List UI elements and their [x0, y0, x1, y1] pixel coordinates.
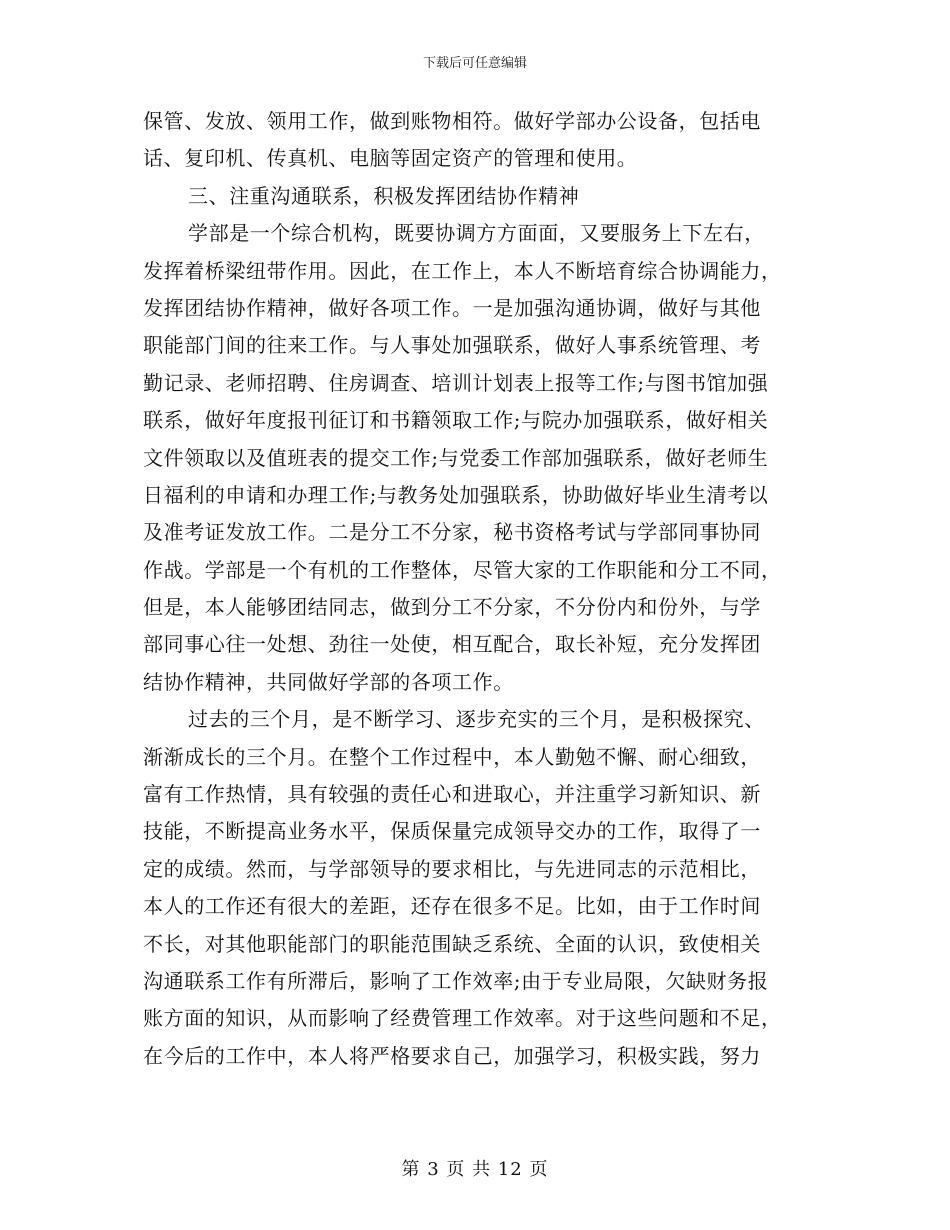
document-body — [143, 103, 805, 1075]
text-line: 结协作精神，共同做好学部的各项工作。 — [143, 669, 514, 694]
text-line: 职能部门间的往来工作。与人事处加强联系，做好人事系统管理、考 — [143, 333, 761, 358]
text-line: 沟通联系工作有所滞后，影响了工作效率;由于专业局限，欠缺财务报 — [143, 968, 769, 993]
text-line: 定的成绩。然而，与学部领导的要求相比，与先进同志的示范相比， — [143, 856, 761, 881]
text-line: 文件领取以及值班表的提交工作;与党委工作部加强联系，做好老师生 — [143, 445, 769, 470]
text-line: 保管、发放、领用工作，做到账物相符。做好学部办公设备，包括电 — [143, 109, 761, 133]
text-line: 发挥团结协作精神，做好各项工作。一是加强沟通协调，做好与其他 — [143, 295, 761, 320]
text-line: 学部是一个综合机构，既要协调方方面面，又要服务上下左右， — [188, 221, 765, 246]
text-line: 在今后的工作中，本人将严格要求自己，加强学习，积极实践，努力 — [143, 1043, 761, 1068]
text-line: 话、复印机、传真机、电脑等固定资产的管理和使用。 — [143, 146, 638, 171]
page-header: 下载后可任意编辑 — [422, 56, 527, 71]
text-line: 部同事心往一处想、劲往一处使，相互配合，取长补短，充分发挥团 — [143, 632, 761, 657]
page-number: 第 3 页 共 12 页 — [401, 1159, 549, 1180]
text-line: 技能，不断提高业务水平，保质保量完成领导交办的工作，取得了一 — [143, 819, 761, 844]
text-line: 富有工作热情，具有较强的责任心和进取心，并注重学习新知识、新 — [143, 782, 761, 807]
text-line: 及准考证发放工作。二是分工不分家，秘书资格考试与学部同事协同 — [143, 520, 761, 545]
text-line: 发挥着桥梁纽带作用。因此，在工作上，本人不断培育综合协调能力， — [143, 258, 782, 283]
text-line: 联系，做好年度报刊征订和书籍领取工作;与院办加强联系，做好相关 — [143, 408, 769, 433]
text-line: 勤记录、老师招聘、住房调查、培训计划表上报等工作;与图书馆加强 — [143, 370, 769, 395]
section-heading: 三、注重沟通联系，积极发挥团结协作精神 — [188, 183, 580, 208]
text-line: 作战。学部是一个有机的工作整体，尽管大家的工作职能和分工不同， — [143, 557, 782, 582]
text-line: 渐渐成长的三个月。在整个工作过程中，本人勤勉不懈、耐心细致， — [143, 744, 761, 769]
text-line: 日福利的申请和办理工作;与教务处加强联系，协助做好毕业生清考以 — [143, 482, 769, 507]
text-line: 过去的三个月，是不断学习、逐步充实的三个月，是积极探究、 — [188, 707, 765, 732]
text-line: 但是，本人能够团结同志，做到分工不分家，不分份内和份外，与学 — [143, 595, 761, 620]
text-line: 本人的工作还有很大的差距，还存在很多不足。比如，由于工作时间 — [143, 894, 761, 919]
text-line: 账方面的知识，从而影响了经费管理工作效率。对于这些问题和不足， — [143, 1006, 782, 1031]
text-line: 不长，对其他职能部门的职能范围缺乏系统、全面的认识，致使相关 — [143, 931, 761, 956]
